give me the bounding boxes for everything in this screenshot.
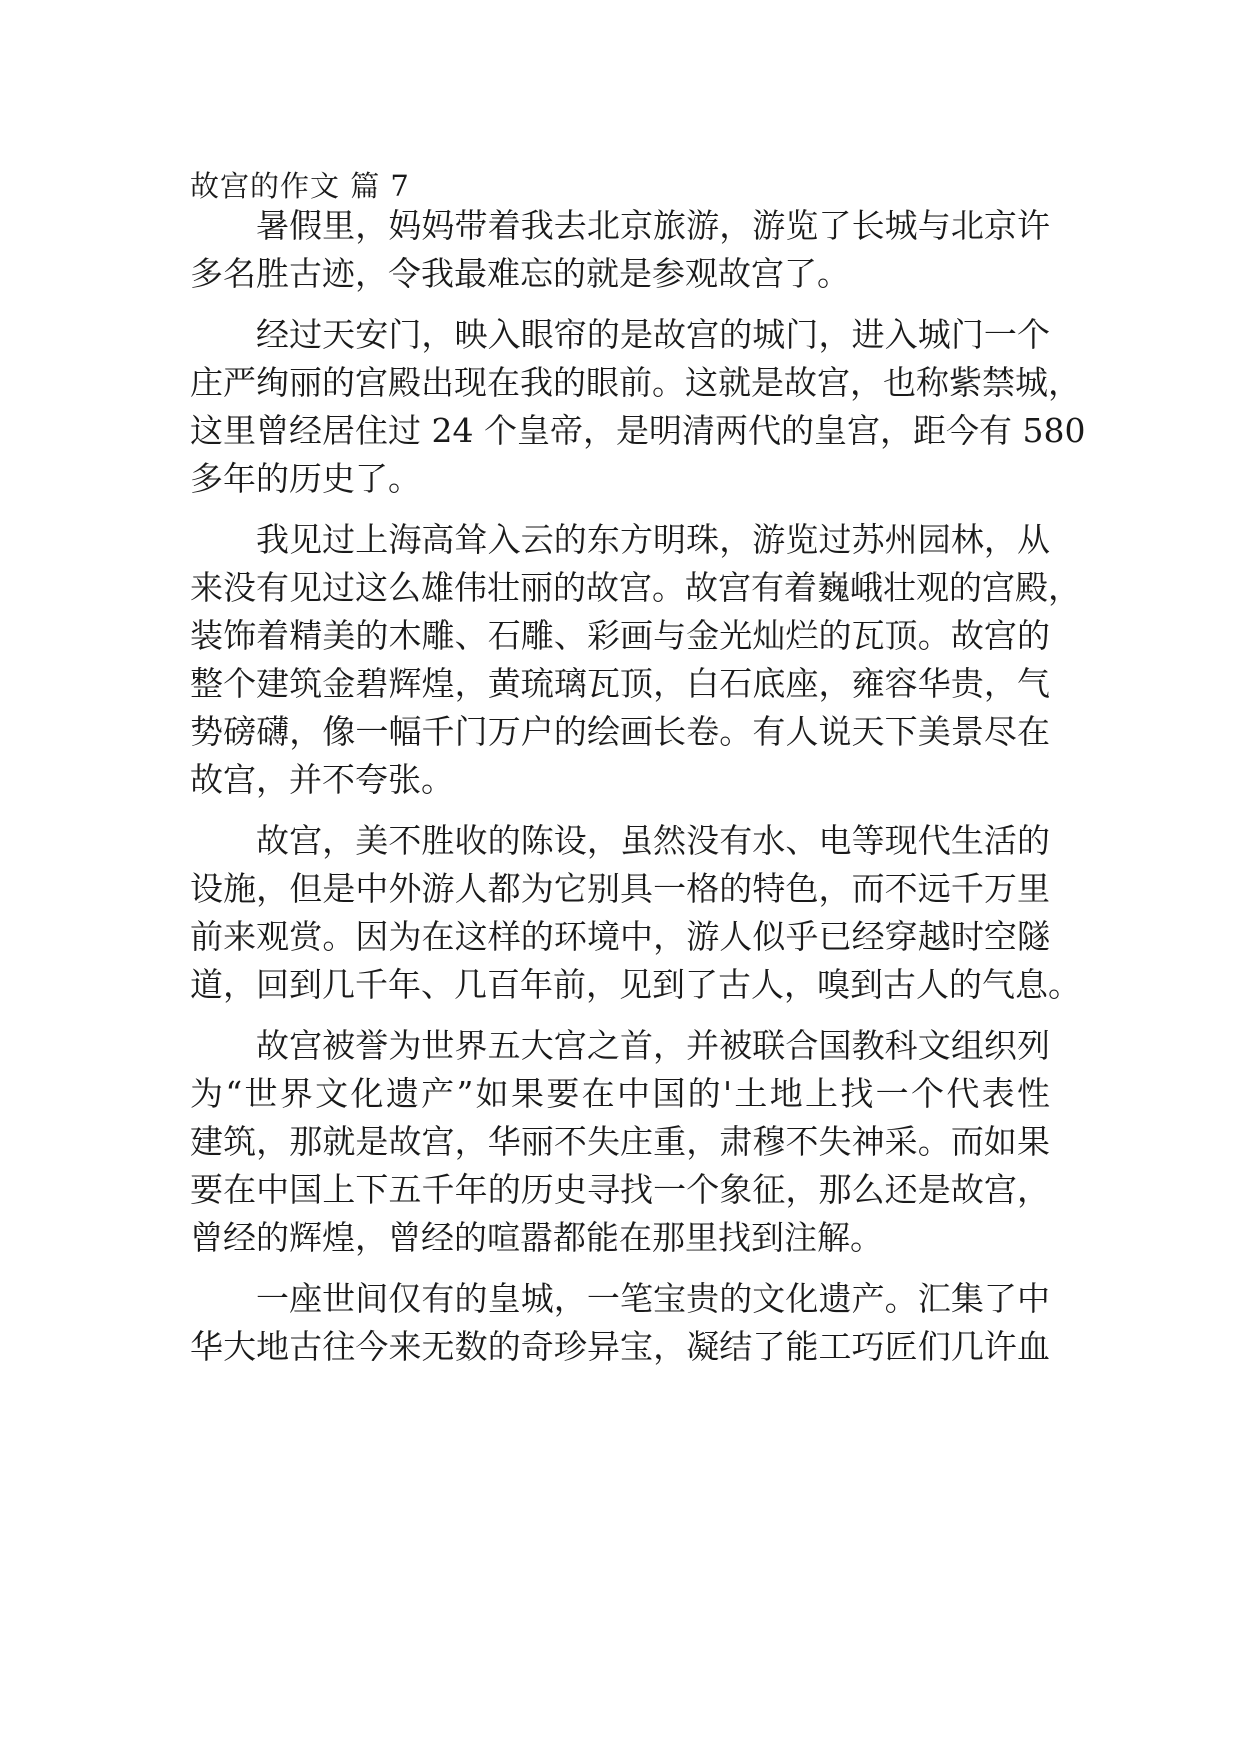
paragraph-2-line-2: 庄严绚丽的宫殿出现在我的眼前。这就是故宫，也称紫禁城， <box>190 363 1081 402</box>
paragraph-1-line-2: 多名胜古迹，令我最难忘的就是参观故宫了。 <box>190 254 850 293</box>
paragraph-3-line-2: 来没有见过这么雄伟壮丽的故宫。故宫有着巍峨壮观的宫殿， <box>190 568 1081 607</box>
paragraph-4-line-1: 故宫，美不胜收的陈设，虽然没有水、电等现代生活的 <box>256 821 1050 860</box>
paragraph-4-line-2: 设施，但是中外游人都为它别具一格的特色，而不远千万里 <box>190 869 1050 908</box>
paragraph-6-line-2: 华大地古往今来无数的奇珍异宝，凝结了能工巧匠们几许血 <box>190 1327 1050 1366</box>
paragraph-2-line-3: 这里曾经居住过 24 个皇帝，是明清两代的皇宫，距今有 580 <box>190 411 1086 450</box>
paragraph-5-line-3: 建筑，那就是故宫，华丽不失庄重，肃穆不失神采。而如果 <box>190 1122 1050 1161</box>
paragraph-3-line-6: 故宫，并不夸张。 <box>190 760 454 799</box>
paragraph-5-line-5: 曾经的辉煌，曾经的喧嚣都能在那里找到注解。 <box>190 1218 883 1257</box>
paragraph-5-line-1: 故宫被誉为世界五大宫之首，并被联合国教科文组织列 <box>256 1026 1050 1065</box>
paragraph-2-line-4: 多年的历史了。 <box>190 459 421 498</box>
document-title: 故宫的作文 篇 7 <box>190 169 410 203</box>
paragraph-2-line-1: 经过天安门，映入眼帘的是故宫的城门，进入城门一个 <box>256 315 1050 354</box>
paragraph-3-line-4: 整个建筑金碧辉煌，黄琉璃瓦顶，白石底座，雍容华贵，气 <box>190 664 1050 703</box>
paragraph-3-line-5: 势磅礴，像一幅千门万户的绘画长卷。有人说天下美景尽在 <box>190 712 1050 751</box>
paragraph-4-line-3: 前来观赏。因为在这样的环境中，游人似乎已经穿越时空隧 <box>190 917 1050 956</box>
paragraph-6-line-1: 一座世间仅有的皇城，一笔宝贵的文化遗产。汇集了中 <box>256 1279 1050 1318</box>
paragraph-3-line-3: 装饰着精美的木雕、石雕、彩画与金光灿烂的瓦顶。故宫的 <box>190 616 1050 655</box>
paragraph-1-line-1: 暑假里，妈妈带着我去北京旅游，游览了长城与北京许 <box>256 206 1050 245</box>
paragraph-3-line-1: 我见过上海高耸入云的东方明珠，游览过苏州园林，从 <box>256 520 1050 559</box>
paragraph-5-line-4: 要在中国上下五千年的历史寻找一个象征，那么还是故宫， <box>190 1170 1050 1209</box>
paragraph-5-line-2: 为“世界文化遗产”如果要在中国的'土地上找一个代表性 <box>190 1074 1050 1113</box>
paragraph-4-line-4: 道，回到几千年、几百年前，见到了古人，嗅到古人的气息。 <box>190 965 1081 1004</box>
